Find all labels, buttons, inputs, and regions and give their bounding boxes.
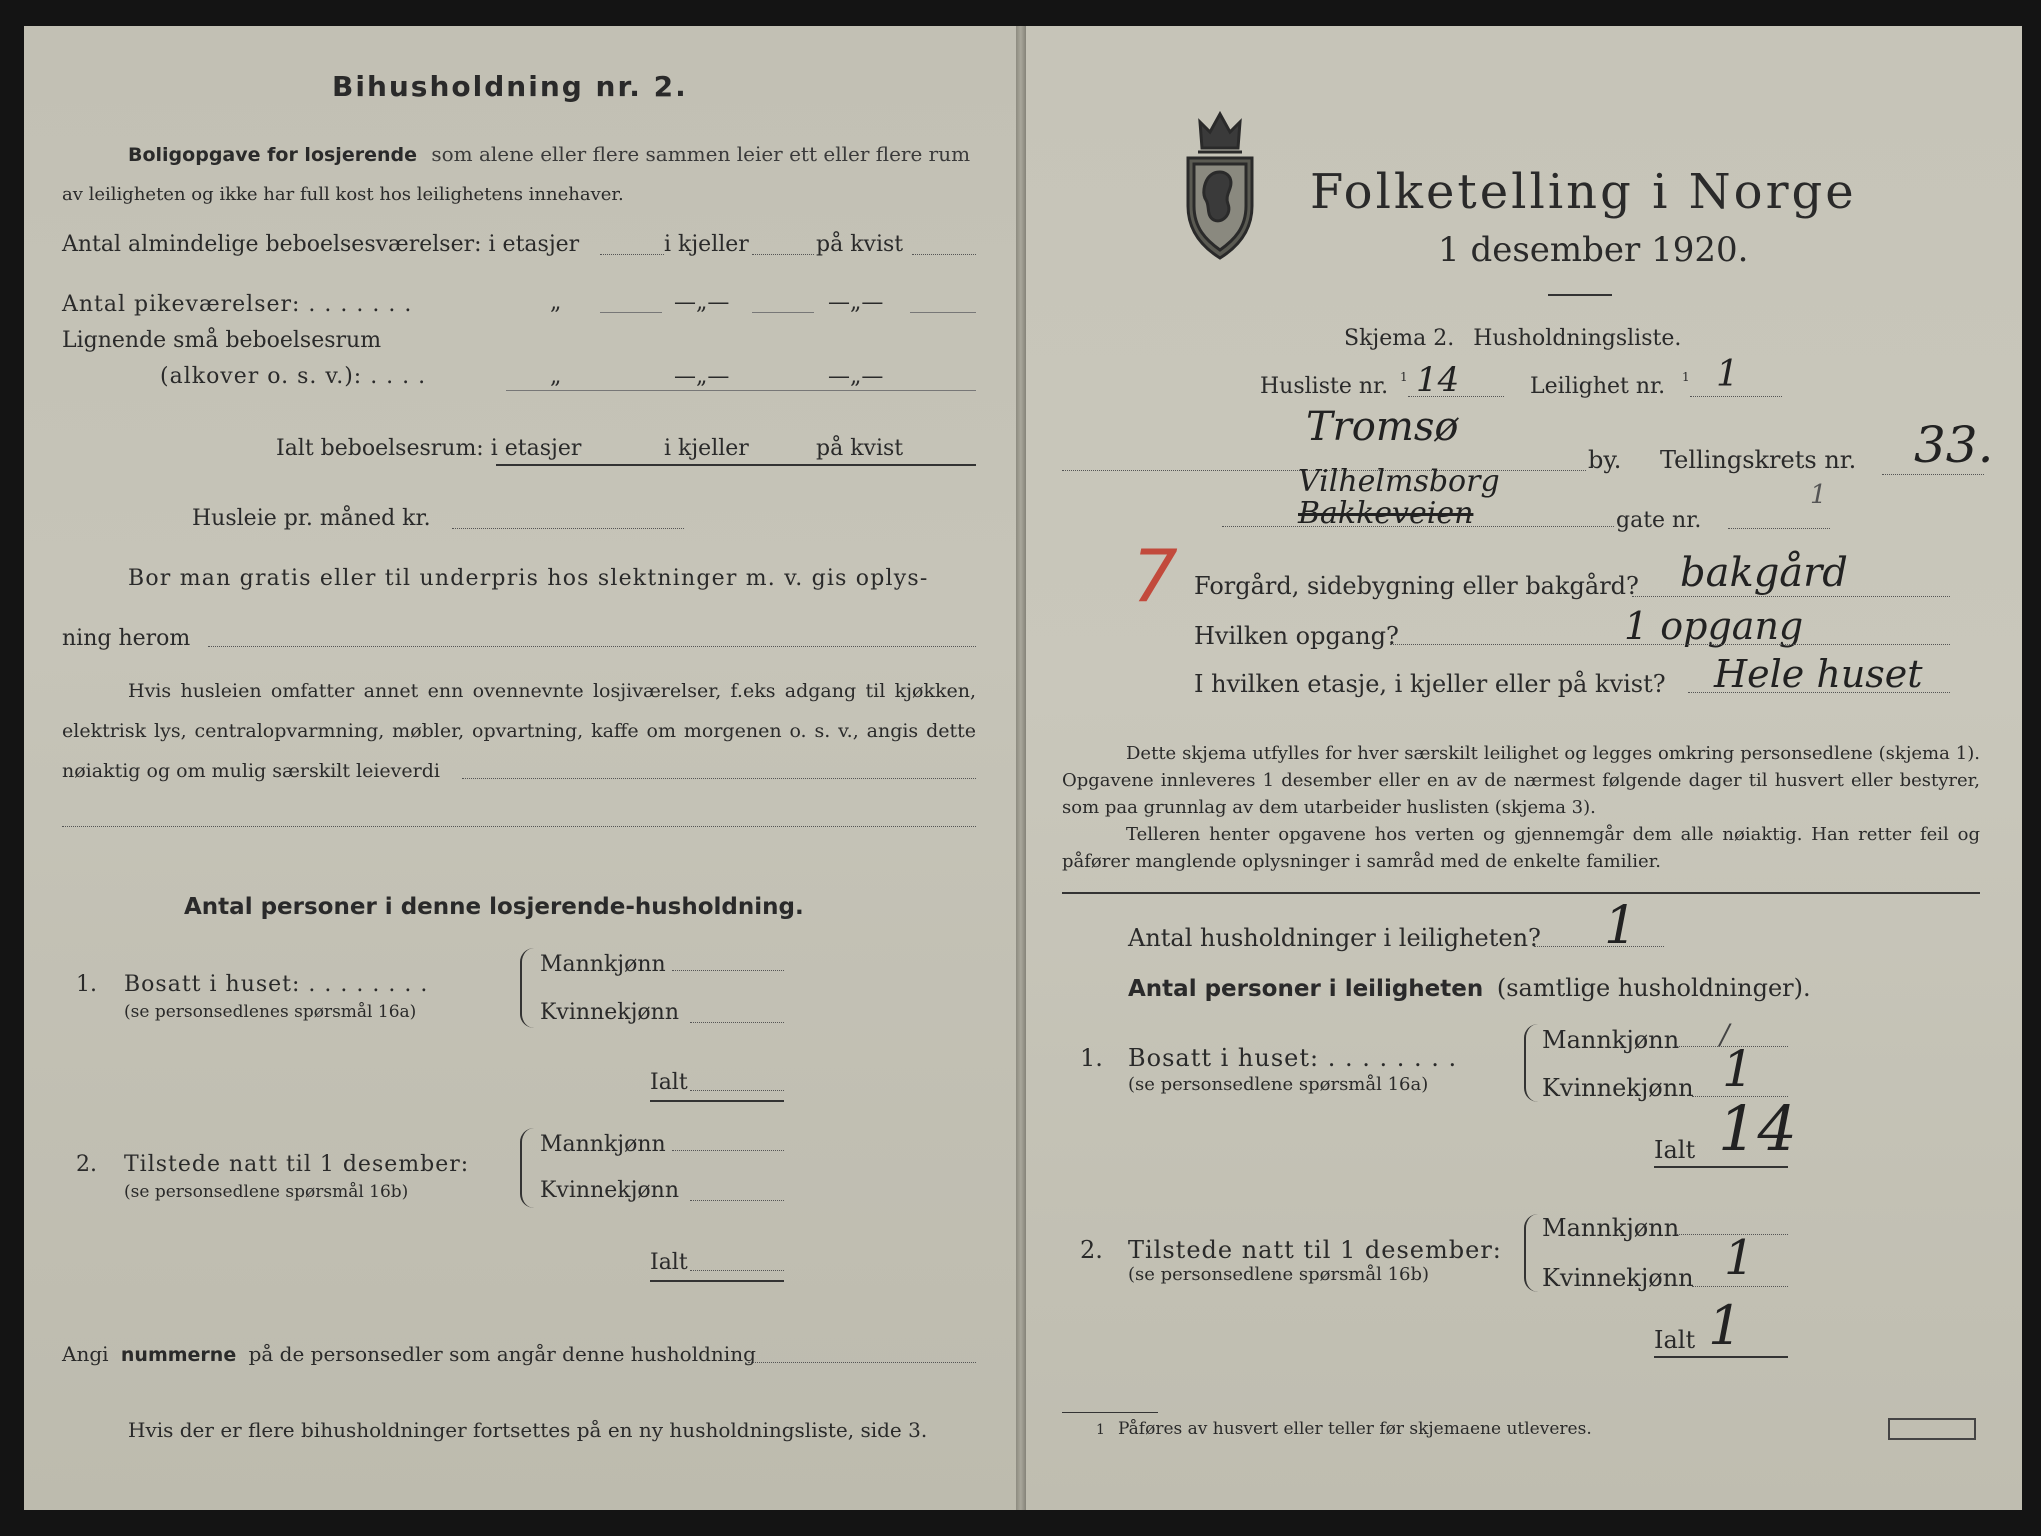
- intro-bold: Boligopgave for losjerende: [128, 144, 417, 166]
- right-title: Folketelling i Norge: [1310, 164, 1857, 220]
- husliste-field: [1408, 396, 1504, 397]
- krets-field: [1882, 474, 1984, 475]
- right-q2-ialt: Ialt: [1654, 1326, 1696, 1354]
- left-q1-ialt: Ialt: [650, 1070, 688, 1095]
- left-q2-num: 2.: [76, 1152, 97, 1177]
- rooms-kjeller-field: [752, 254, 814, 255]
- left-q2-kvinne: Kvinnekjønn: [540, 1178, 679, 1203]
- alkover-field: [506, 390, 976, 391]
- intro-line-2: av leiligheten og ikke har full kost hos leilighetens innehaver.: [62, 184, 624, 205]
- right-q1-sub: (se personsedlene spørsmål 16a): [1128, 1074, 1429, 1095]
- rooms-label: Antal almindelige beboelsesværelser: i etasjer: [62, 232, 580, 257]
- angi-pre: Angi: [62, 1342, 109, 1366]
- intro-line-1: [128, 142, 970, 166]
- opgang-label: Hvilken opgang?: [1194, 622, 1399, 650]
- rooms-etasjer-field: [600, 254, 664, 255]
- left-q1-sub: (se personsedlenes spørsmål 16a): [124, 1002, 417, 1022]
- left-q2-label: Tilstede natt til 1 desember:: [124, 1152, 470, 1177]
- left-q1-ialt-field: [690, 1090, 784, 1091]
- gate-value: 1: [1810, 480, 1827, 510]
- alkover-ditto-3: —„—: [828, 364, 884, 389]
- right-q2-mann: Mannkjønn: [1542, 1214, 1680, 1242]
- left-q2-mann: Mannkjønn: [540, 1132, 666, 1157]
- red-mark: 7: [1132, 534, 1178, 618]
- right-q1-num: 1.: [1080, 1044, 1103, 1072]
- husleie-label: Husleie pr. måned kr.: [192, 506, 431, 531]
- etasje-field: [1688, 692, 1950, 693]
- lignende-label: Lignende små beboelsesrum: [62, 328, 382, 353]
- alkover-label: (alkover o. s. v.): . . . .: [160, 364, 427, 389]
- left-footer: Hvis der er flere bihusholdninger fortsettes på en ny husholdningsliste, side 3.: [128, 1418, 928, 1442]
- right-q2-ialt-value: 1: [1708, 1294, 1743, 1357]
- right-q2-num: 2.: [1080, 1236, 1103, 1264]
- right-q2-sub: (se personsedlene spørsmål 16b): [1128, 1264, 1430, 1285]
- skjema-pre: Skjema 2.: [1344, 326, 1455, 351]
- right-q1-brace: [1524, 1024, 1540, 1102]
- footnote-text: Påføres av husvert eller teller før skjemaene utleveres.: [1118, 1419, 1592, 1439]
- forgard-field: [1632, 596, 1950, 597]
- left-q2-ialt: Ialt: [650, 1250, 688, 1275]
- bor-line-1: Bor man gratis eller til underpris hos slektninger m. v. gis oplys-: [128, 566, 929, 591]
- alkover-ditto-2: —„—: [674, 364, 730, 389]
- skjema-post: Husholdningsliste.: [1473, 326, 1682, 351]
- pike-ditto-3: —„—: [828, 290, 884, 315]
- rooms-kjeller-label: i kjeller: [664, 232, 749, 257]
- right-q2-kvinne-field: [1692, 1286, 1788, 1287]
- antal-hush-label: Antal husholdninger i leiligheten?: [1128, 924, 1541, 952]
- right-q1-mann: Mannkjønn: [1542, 1026, 1680, 1054]
- husliste-sup: 1: [1400, 370, 1408, 384]
- left-q1-kvinne-field: [690, 1022, 784, 1023]
- instructions-para-1: Dette skjema utfylles for hver særskilt leilighet og legges omkring personsedlene (skjema 1). Opgavene innleveres 1 desember eller en av de nærmest følgende dager til husvert eller bestyrer, som paa grunnlag av dem utarbeider huslisten (skjema 3).: [1062, 743, 1980, 818]
- right-q1-kvinne-value: 1: [1722, 1040, 1754, 1098]
- skjema-line: [1344, 326, 1681, 351]
- krets-label: Tellingskrets nr.: [1660, 446, 1857, 474]
- right-q2-kvinne: Kvinnekjønn: [1542, 1264, 1694, 1292]
- forgard-value: bakgård: [1680, 550, 1848, 596]
- pike-label: Antal pikeværelser: . . . . . . .: [62, 292, 413, 317]
- left-title: Bihusholdning nr. 2.: [332, 70, 688, 103]
- bor-field: [208, 646, 976, 647]
- gate-field: [1728, 528, 1830, 529]
- left-q2-kvinne-field: [690, 1200, 784, 1201]
- angi-line: [62, 1342, 756, 1366]
- husliste-value: 14: [1416, 360, 1460, 400]
- left-antal-heading: Antal personer i denne losjerende-husholdning.: [184, 894, 804, 920]
- etasje-value: Hele huset: [1714, 652, 1923, 696]
- right-q2-ialt-rule: [1654, 1356, 1788, 1358]
- left-q1-ialt-rule: [650, 1100, 784, 1102]
- coat-of-arms-icon: [1180, 108, 1260, 264]
- instructions-rule: [1062, 892, 1980, 894]
- intro-rest: som alene eller flere sammen leier ett eller flere rum: [431, 142, 971, 166]
- right-q1-kvinne: Kvinnekjønn: [1542, 1074, 1694, 1102]
- pike-ditto-2: —„—: [674, 290, 730, 315]
- ialt-kvist-label: på kvist: [816, 436, 904, 461]
- right-date: 1 desember 1920.: [1438, 230, 1749, 270]
- ialt-rooms-rule: [496, 464, 976, 466]
- antal-pers-rest: (samtlige husholdninger).: [1496, 974, 1811, 1002]
- antal-pers-bold: Antal personer i leiligheten: [1128, 976, 1484, 1002]
- footnote-rule: [1062, 1412, 1158, 1413]
- ialt-kjeller-label: i kjeller: [664, 436, 749, 461]
- left-q2-ialt-rule: [650, 1280, 784, 1282]
- footnote-num: 1: [1096, 1422, 1105, 1438]
- street-value: Vilhelmsborg: [1298, 464, 1500, 499]
- hvis-paragraph: Hvis husleien omfatter annet enn ovennevnte losjiværelser, f.eks adgang til kjøkken, elektrisk lys, centralopvarmning, møbler, opvartning, kaffe om morgenen o. s. v., angis dette nøiaktig og om mulig særskilt leieverdi: [62, 680, 976, 782]
- by-label: by.: [1588, 446, 1622, 474]
- left-q2-ialt-field: [690, 1270, 784, 1271]
- pike-ditto-1: „: [550, 290, 562, 315]
- rooms-kvist-label: på kvist: [816, 232, 904, 257]
- pike-field-1: [600, 312, 662, 313]
- hvis-field: [462, 778, 976, 779]
- krets-value: 33.: [1914, 416, 1994, 474]
- angi-post: på de personsedler som angår denne husholdning: [248, 1342, 756, 1366]
- leilighet-sup: 1: [1682, 370, 1690, 384]
- husliste-label: Husliste nr.: [1260, 374, 1389, 399]
- right-q1-mann-value: /: [1720, 1018, 1730, 1051]
- leilighet-field: [1690, 396, 1782, 397]
- angi-bold: nummerne: [120, 1344, 237, 1366]
- right-q1-ialt: Ialt: [1654, 1136, 1696, 1164]
- hvis-field-2: [62, 826, 976, 827]
- right-q2-kvinne-value: 1: [1724, 1230, 1755, 1286]
- leilighet-label: Leilighet nr.: [1530, 374, 1666, 399]
- instructions-para-2: Telleren henter opgavene hos verten og gjennemgår dem alle nøiaktig. Han retter feil og påfører manglende oplysninger i samråd med de enkelte familier.: [1062, 824, 1980, 872]
- left-q1-num: 1.: [76, 972, 97, 997]
- leilighet-value: 1: [1716, 354, 1739, 395]
- left-q2-brace: [520, 1128, 536, 1208]
- right-q1-ialt-value: 14: [1718, 1092, 1797, 1165]
- left-q1-label: Bosatt i huset: . . . . . . . .: [124, 972, 429, 997]
- left-q2-sub: (se personsedlene spørsmål 16b): [124, 1182, 409, 1202]
- antal-hush-field: [1534, 946, 1664, 947]
- left-q1-mann-field: [672, 970, 784, 971]
- right-q1-label: Bosatt i huset: . . . . . . . .: [1128, 1044, 1458, 1072]
- antal-hush-value: 1: [1604, 896, 1638, 956]
- gate-label: gate nr.: [1616, 508, 1702, 533]
- city-value: Tromsø: [1306, 404, 1459, 450]
- pike-field-2: [752, 312, 814, 313]
- printer-stamp: [1888, 1418, 1976, 1440]
- opgang-value: 1 opgang: [1624, 604, 1804, 648]
- right-q2-label: Tilstede natt til 1 desember:: [1128, 1236, 1502, 1264]
- left-q2-mann-field: [672, 1150, 784, 1151]
- bor-line-2: ning herom: [62, 626, 191, 651]
- title-rule: [1548, 294, 1612, 296]
- rooms-kvist-field: [912, 254, 976, 255]
- angi-field: [748, 1362, 976, 1363]
- antal-pers-line: [1128, 974, 1811, 1002]
- street-field: [1222, 526, 1614, 527]
- ialt-rooms-label: Ialt beboelsesrum: i etasjer: [276, 436, 582, 461]
- forgard-label: Forgård, sidebygning eller bakgård?: [1194, 572, 1639, 600]
- husleie-field: [452, 528, 684, 529]
- left-q1-kvinne: Kvinnekjønn: [540, 1000, 679, 1025]
- left-q1-mann: Mannkjønn: [540, 952, 666, 977]
- right-q1-ialt-rule: [1654, 1166, 1788, 1168]
- opgang-field: [1390, 644, 1950, 645]
- street-struck: Bakkeveien: [1298, 496, 1474, 531]
- left-q1-brace: [520, 948, 536, 1028]
- pike-field-3: [910, 312, 976, 313]
- right-q2-brace: [1524, 1214, 1540, 1292]
- etasje-label: I hvilken etasje, i kjeller eller på kvist?: [1194, 670, 1666, 698]
- alkover-ditto-1: „: [550, 364, 562, 389]
